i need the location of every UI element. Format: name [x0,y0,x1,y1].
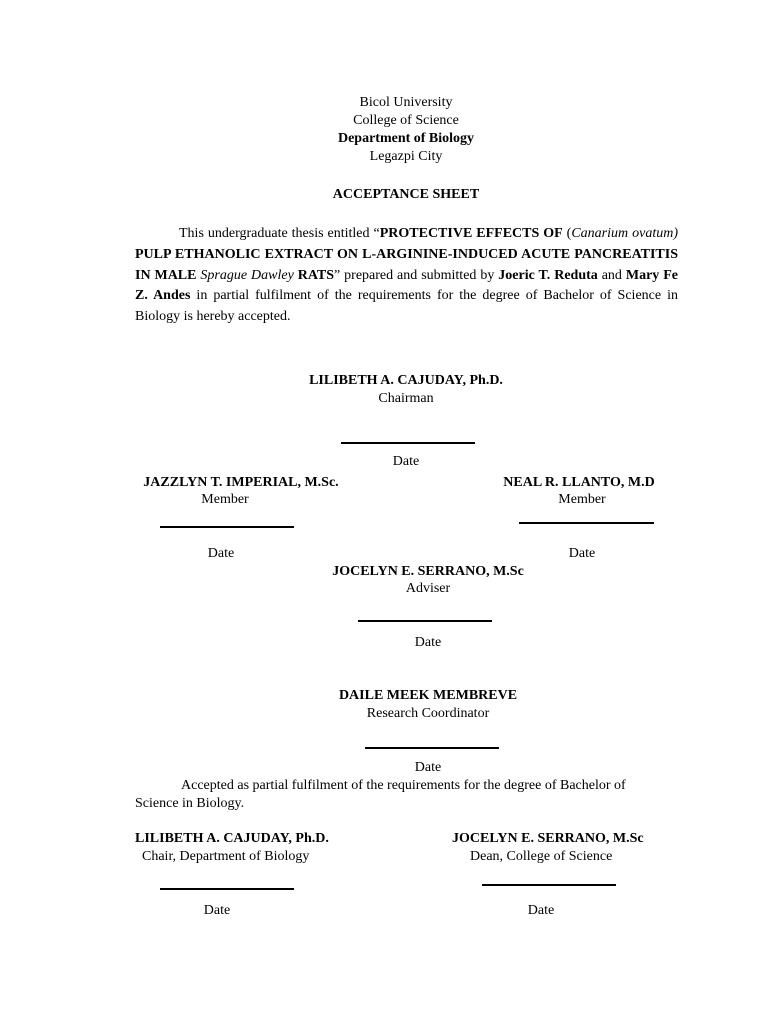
author-1: Joeric T. Reduta [498,267,598,283]
page-title: ACCEPTANCE SHEET [332,187,480,202]
submitted-text: ” prepared and submitted by [334,267,499,283]
author-2: Mary Fe Z. Andes [135,267,678,304]
dean-signature-line [482,884,616,886]
thesis-title-part3: PULP ETHANOLIC EXTRACT ON L-ARGININE-INDUCED ACUTE PANCREATITIS IN MALE [135,246,678,283]
thesis-title-paren: ( [562,226,572,241]
dean-name: JOCELYN E. SERRANO, M.Sc [452,831,644,846]
university-name: Bicol University [359,95,453,110]
and-text: and [597,267,626,283]
chairman-signature-line [341,442,475,444]
college-name: College of Science [353,113,459,128]
city-name: Legazpi City [369,149,443,164]
adviser-role: Adviser [405,581,451,596]
dean-date: Date [527,903,555,918]
coordinator-date: Date [414,760,442,775]
coordinator-role: Research Coordinator [366,706,490,721]
department-name: Department of Biology [337,131,475,146]
department-chair-role: Chair, Department of Biology [142,849,310,864]
coordinator-name: DAILE MEEK MEMBREVE [338,688,518,703]
chairman-role: Chairman [378,391,434,406]
coordinator-signature-line [365,747,499,749]
department-chair-name: LILIBETH A. CAJUDAY, Ph.D. [135,831,329,846]
thesis-title-part4: RATS [293,267,335,283]
thesis-title-species: Canarium ovatum) [571,226,678,241]
chairman-date: Date [392,454,420,469]
department-chair-signature-line [160,888,294,890]
ending-text: in partial fulfilment of the requirements for the degree of Bachelor of Science in Biology is hereby accepted. [135,288,678,325]
intro-text: This undergraduate thesis entitled “ [179,226,380,241]
chairman-name: LILIBETH A. CAJUDAY, Ph.D. [309,373,503,388]
member1-name: JAZZLYN T. IMPERIAL, M.Sc. [143,475,339,490]
adviser-name: JOCELYN E. SERRANO, M.Sc [332,564,524,579]
thesis-title-part1: PROTECTIVE EFFECTS OF [379,226,563,241]
member1-role: Member [201,492,249,507]
member2-name: NEAL R. LLANTO, M.D [503,475,655,490]
thesis-title-rat-species: Sprague Dawley [200,267,294,283]
acceptance-paragraph: Accepted as partial fulfilment of the requirements for the degree of Bachelor of Science in Biology. [135,778,626,811]
member1-signature-line [160,526,294,528]
member2-signature-line [519,522,654,524]
thesis-paragraph [135,224,678,328]
dean-role: Dean, College of Science [470,849,613,864]
member2-role: Member [558,492,606,507]
member1-date: Date [207,546,235,561]
adviser-date: Date [414,635,442,650]
adviser-signature-line [358,620,492,622]
department-chair-date: Date [203,903,231,918]
member2-date: Date [568,546,596,561]
